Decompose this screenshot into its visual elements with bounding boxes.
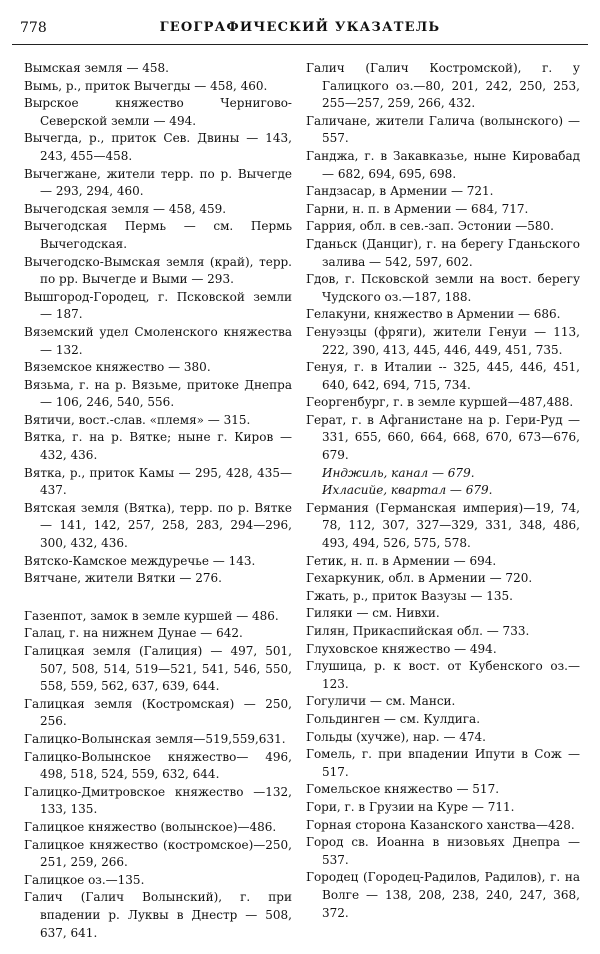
page-header <box>12 18 588 45</box>
index-entry: Вятичи, вост.-слав. «племя» — 315. <box>24 412 251 427</box>
index-entry: Галицко-Волынское княжество— 496, 498, 518, 524, 559, 632, 644. <box>24 749 292 782</box>
index-entry: Георгенбург, г. в земле куршей—487,488. <box>306 395 574 410</box>
index-entry: Вяземское княжество — 380. <box>24 360 211 375</box>
index-entry: Галицко-Волынская земля—519,559,631. <box>24 731 286 746</box>
index-entry: Газенпот, замок в земле куршей — 486. <box>24 608 279 623</box>
index-group-g-continued <box>306 60 580 922</box>
index-entry: Вятская земля (Вятка), терр. по р. Вятке — 141, 142, 257, 258, 283, 294—296, 300, 432, 436. <box>24 500 292 551</box>
left-column <box>24 60 292 942</box>
index-entry: Галичане, жители Галича (волынского) — 557. <box>306 113 580 146</box>
index-entry: Вышгород-Городец, г. Псковской земли — 187. <box>24 289 292 322</box>
index-entry: Гольды (хучже), нар. — 474. <box>306 729 486 744</box>
index-entry: Вятчане, жители Вятки — 276. <box>24 571 222 586</box>
index-entry: Генуэзцы (фряги), жители Генуи — 113, 222, 390, 413, 445, 446, 449, 451, 735. <box>306 324 580 357</box>
index-entry: Вымская земля — 458. <box>24 61 169 75</box>
index-entry: Гехаркуник, обл. в Армении — 720. <box>306 571 533 586</box>
index-group-g <box>24 608 292 942</box>
index-entry: Гетик, н. п. в Армении — 694. <box>306 553 497 568</box>
index-entry: Вырское княжество Чернигово-Северской земли — 494. <box>24 96 292 128</box>
index-entry: Гданьск (Данциг), г. на берегу Гданьского залива — 542, 597, 602. <box>306 236 580 269</box>
index-entry: Гомель, г. при впадении Ипути в Сож — 517. <box>306 747 580 779</box>
index-entry: Гжать, р., приток Вазузы — 135. <box>306 588 513 603</box>
index-entry: Вятско-Камское междуречье — 143. <box>24 553 256 568</box>
index-entry: Глушица, р. к вост. от Кубенского оз.—123. <box>306 659 580 691</box>
index-entry: Вычегжане, жители терр. по р. Вычегде — 293, 294, 460. <box>24 166 292 199</box>
index-entry: Вязьма, г. на р. Вязьме, притоке Днепра — 106, 246, 540, 556. <box>24 377 292 410</box>
index-entry: Гилян, Прикаспийская обл. — 733. <box>306 624 530 638</box>
index-entry: Гомельское княжество — 517. <box>306 782 500 797</box>
index-entry: Галич (Галич Волынский), г. при впадении р. Луквы в Днестр — 508, 637, 641. <box>24 890 292 940</box>
index-entry: Вычегодская земля — 458, 459. <box>24 201 227 216</box>
index-entry: Генуя, г. в Италии -- 325, 445, 446, 451, 640, 642, 694, 715, 734. <box>306 360 580 392</box>
index-entry: Город св. Иоанна в низовьях Днепра — 537. <box>306 835 580 867</box>
index-entry: Галицкое княжество (костромское)—250, 251, 259, 266. <box>24 837 292 870</box>
index-entry: Вятка, р., приток Камы — 295, 428, 435—437. <box>24 465 292 498</box>
index-entry: Гандзасар, в Армении — 721. <box>306 184 494 199</box>
index-entry: Галац, г. на нижнем Дунае — 642. <box>24 626 243 641</box>
right-column <box>306 60 580 922</box>
index-subentry: Инджиль, канал — 679. <box>322 465 475 480</box>
index-entry: Горная сторона Казанского ханства—428. <box>306 817 575 832</box>
index-entry: Галицкое княжество (волынское)—486. <box>24 819 277 834</box>
page-number: 778 <box>20 20 47 36</box>
index-entry: Галич (Галич Костромской), г. у Галицкого оз.—80, 201, 242, 250, 253, 255—257, 259, 266, 432. <box>306 61 580 111</box>
index-entry: Гдов, г. Псковской земли на вост. берегу Чудского оз.—187, 188. <box>306 272 580 304</box>
index-entry: Вымь, р., приток Вычегды — 458, 460. <box>24 78 268 93</box>
index-entry: Галицко-Дмитровское княжество —132, 133, 135. <box>24 784 292 817</box>
index-entry: Гиляки — см. Нивхи. <box>306 606 440 621</box>
index-entry: Вычегда, р., приток Сев. Двины — 143, 243, 455—458. <box>24 131 292 163</box>
index-entry: Гогуличи — см. Манси. <box>306 694 456 709</box>
index-entry: Вычегодско-Вымская земля (край), терр. по рр. Вычегде и Выми — 293. <box>24 254 292 287</box>
index-entry: Вятка, г. на р. Вятке; ныне г. Киров — 432, 436. <box>24 430 292 463</box>
index-entry: Гарни, н. п. в Армении — 684, 717. <box>306 201 529 216</box>
index-entry: Гольдинген — см. Кулдига. <box>306 711 481 726</box>
index-entry: Городец (Городец-Радилов, Радилов), г. на Волге — 138, 208, 238, 240, 247, 368, 372. <box>306 870 580 920</box>
index-entry: Галицкая земля (Костромская) — 250, 256. <box>24 696 292 729</box>
index-entry: Глуховское княжество — 494. <box>306 641 497 656</box>
index-entry: Гаррия, обл. в сев.-зап. Эстонии —580. <box>306 219 554 234</box>
index-entry: Гелакуни, княжество в Армении — 686. <box>306 307 561 322</box>
index-entry: Галицкое оз.—135. <box>24 872 145 887</box>
index-entry: Герат, г. в Афганистане на р. Гери-Руд — 331, 655, 660, 664, 668, 670, 673—676, 679. <box>306 412 580 463</box>
index-entry: Вяземский удел Смоленского княжества — 132. <box>24 324 292 357</box>
index-entry: Вычегодская Пермь — см. Пермь Вычегодская. <box>24 219 292 251</box>
index-entry: Гори, г. в Грузии на Куре — 711. <box>306 799 515 814</box>
letter-section-gap <box>24 588 292 608</box>
index-entry: Германия (Германская империя)—19, 74, 78, 112, 307, 327—329, 331, 348, 486, 493, 494, 526, 575, 578. <box>306 500 580 551</box>
index-entry: Ганджа, г. в Закавказье, ныне Кировабад — 682, 694, 695, 698. <box>306 148 580 181</box>
index-subentry: Ихласийе, квартал — 679. <box>322 483 493 498</box>
running-title: ГЕОГРАФИЧЕСКИЙ УКАЗАТЕЛЬ <box>159 20 441 35</box>
index-group-v <box>24 60 292 588</box>
index-entry: Галицкая земля (Галиция) — 497, 501, 507, 508, 514, 519—521, 541, 546, 550, 558, 559, 562, 637, 639, 644. <box>24 644 292 694</box>
